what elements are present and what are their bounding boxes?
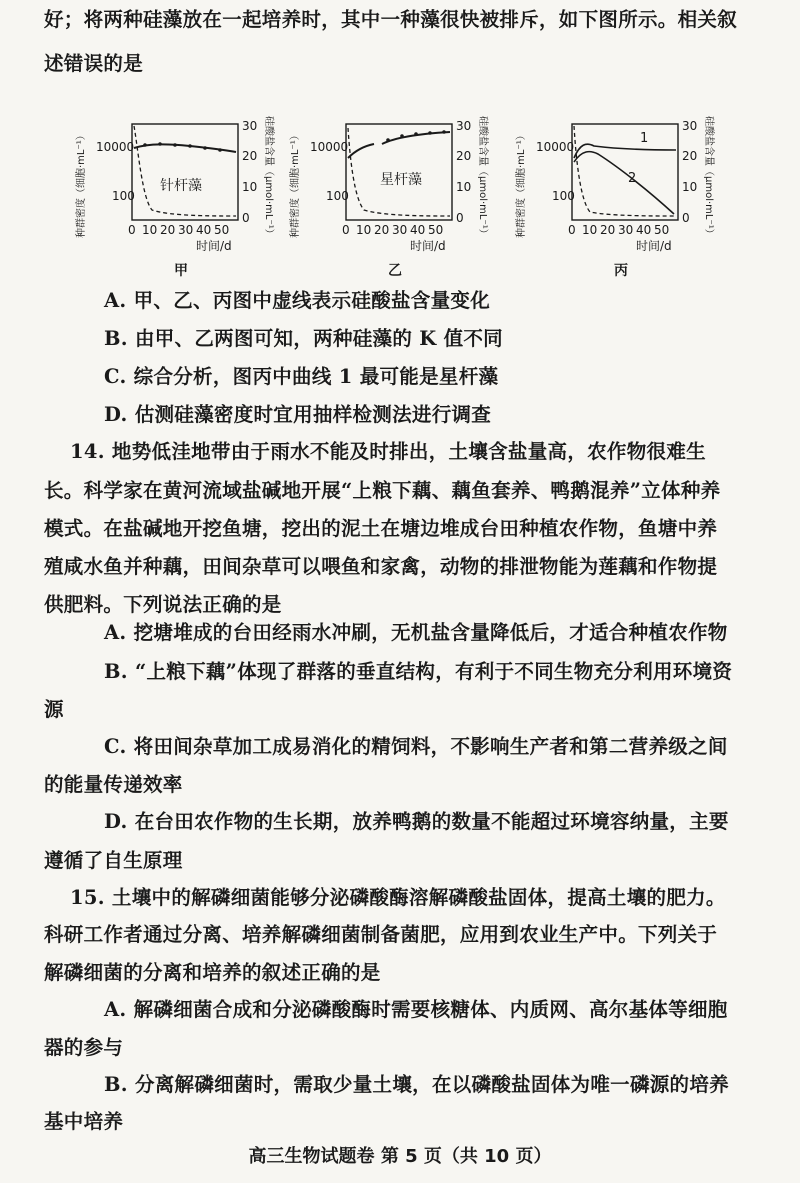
y-right-tick-20: 20 — [456, 149, 472, 163]
x-tick-30: 30 — [618, 223, 634, 237]
y-right-tick-10: 10 — [682, 180, 698, 194]
figure-yi — [284, 88, 534, 284]
q15-option-b-line-1: B. 分离解磷细菌时，需取少量土壤，在以磷酸盐固体为唯一磷源的培养 — [104, 1073, 729, 1096]
x-tick-20: 20 — [160, 223, 176, 237]
y-left-tick-100: 100 — [112, 189, 135, 203]
x-axis-label: 时间/d — [196, 239, 232, 253]
y-left-label: 种群密度（细胞·mL⁻¹） — [76, 130, 87, 238]
y-left-tick-10000: 10000 — [96, 140, 135, 154]
y-right-label: 硅酸盐含量（μmol·mL⁻¹） — [263, 116, 274, 239]
q14-option-c-line-1: C. 将田间杂草加工成易消化的精饲料，不影响生产者和第二营养级之间 — [104, 735, 728, 758]
q14-stem-line-3: 模式。在盐碱地开挖鱼塘，挖出的泥土在塘边堆成台田种植农作物，鱼塘中养 — [44, 517, 718, 540]
y-right-tick-0: 0 — [242, 211, 250, 225]
x-axis-label: 时间/d — [636, 239, 672, 253]
intro-line-1: 好；将两种硅藻放在一起培养时，其中一种藻很快被排斥，如下图所示。相关叙 — [44, 8, 738, 31]
x-tick-30: 30 — [178, 223, 194, 237]
q14-option-b-line-1: B. “上粮下藕”体现了群落的垂直结构，有利于不同生物充分利用环境资 — [104, 660, 733, 683]
q15-stem-line-2: 科研工作者通过分离、培养解磷细菌制备菌肥，应用到农业生产中。下列关于 — [44, 923, 718, 946]
y-right-tick-30: 30 — [682, 119, 698, 133]
q14-option-c-line-2: 的能量传递效率 — [44, 773, 183, 796]
x-axis-label: 时间/d — [410, 239, 446, 253]
q15-option-b-line-2: 基中培养 — [44, 1110, 124, 1133]
x-tick-10: 10 — [582, 223, 598, 237]
plot-frame — [132, 124, 238, 220]
q15-option-a-line-2: 器的参与 — [44, 1036, 124, 1059]
figure-jia — [70, 88, 320, 284]
x-tick-50: 50 — [214, 223, 230, 237]
y-right-tick-30: 30 — [456, 119, 472, 133]
q14-option-d-line-2: 遵循了自生原理 — [44, 849, 183, 872]
q14-option-a: A. 挖塘堆成的台田经雨水冲刷，无机盐含量降低后，才适合种植农作物 — [104, 621, 728, 644]
x-tick-0: 0 — [128, 223, 136, 237]
x-tick-40: 40 — [196, 223, 212, 237]
x-tick-30: 30 — [392, 223, 408, 237]
q15-option-a-line-1: A. 解磷细菌合成和分泌磷酸酶时需要核糖体、内质网、高尔基体等细胞 — [104, 998, 728, 1021]
x-tick-0: 0 — [568, 223, 576, 237]
y-right-label: 硅酸盐含量（μmol·mL⁻¹） — [703, 116, 714, 239]
x-tick-40: 40 — [636, 223, 652, 237]
y-right-tick-20: 20 — [682, 149, 698, 163]
intro-line-2: 述错误的是 — [44, 52, 144, 75]
y-left-label: 种群密度（细胞·mL⁻¹） — [290, 130, 301, 238]
q14-stem-line-4: 殖咸水鱼并种藕，田间杂草可以喂鱼和家禽，动物的排泄物能为莲藕和作物提 — [44, 555, 718, 578]
q13-option-b: B. 由甲、乙两图可知，两种硅藻的 K 值不同 — [104, 327, 503, 350]
x-tick-40: 40 — [410, 223, 426, 237]
figure-caption: 甲 — [174, 263, 188, 279]
y-left-tick-100: 100 — [552, 189, 575, 203]
y-right-tick-10: 10 — [456, 180, 472, 194]
x-tick-10: 10 — [142, 223, 158, 237]
page-footer: 高三生物试题卷 第 5 页（共 10 页） — [248, 1146, 552, 1167]
y-left-label: 种群密度（细胞·mL⁻¹） — [516, 130, 527, 238]
y-right-tick-20: 20 — [242, 149, 258, 163]
figure-caption: 乙 — [388, 263, 402, 279]
y-left-tick-10000: 10000 — [536, 140, 575, 154]
species-label: 针杆藻 — [160, 178, 202, 194]
y-right-tick-10: 10 — [242, 180, 258, 194]
q14-stem-line-2: 长。科学家在黄河流域盐碱地开展“上粮下藕、藕鱼套养、鸭鹅混养”立体种养 — [44, 479, 721, 502]
x-tick-50: 50 — [654, 223, 670, 237]
x-tick-20: 20 — [600, 223, 616, 237]
y-right-tick-30: 30 — [242, 119, 258, 133]
x-tick-0: 0 — [342, 223, 350, 237]
y-left-tick-10000: 10000 — [310, 140, 349, 154]
q14-option-b-line-2: 源 — [44, 698, 64, 721]
x-tick-20: 20 — [374, 223, 390, 237]
q13-option-d: D. 估测硅藻密度时宜用抽样检测法进行调查 — [104, 403, 492, 426]
q13-option-a: A. 甲、乙、丙图中虚线表示硅酸盐含量变化 — [104, 289, 491, 312]
q15-stem-line-3: 解磷细菌的分离和培养的叙述正确的是 — [44, 961, 381, 984]
q15-stem-line-1: 15. 土壤中的解磷细菌能够分泌磷酸酶溶解磷酸盐固体，提高土壤的肥力。 — [70, 886, 726, 909]
q14-stem-line-1: 14. 地势低洼地带由于雨水不能及时排出，土壤含盐量高，农作物很难生 — [70, 440, 706, 463]
y-right-tick-0: 0 — [682, 211, 690, 225]
y-right-tick-0: 0 — [456, 211, 464, 225]
curve-2-label: 2 — [628, 171, 637, 186]
x-tick-10: 10 — [356, 223, 372, 237]
q14-option-d-line-1: D. 在台田农作物的生长期，放养鸭鹅的数量不能超过环境容纳量，主要 — [104, 810, 729, 833]
x-tick-50: 50 — [428, 223, 444, 237]
q13-option-c: C. 综合分析，图丙中曲线 1 最可能是星杆藻 — [104, 365, 499, 388]
q14-stem-line-5: 供肥料。下列说法正确的是 — [44, 593, 282, 616]
y-left-tick-100: 100 — [326, 189, 349, 203]
figure-caption: 丙 — [614, 263, 628, 279]
curve-1-label: 1 — [640, 131, 649, 146]
y-right-label: 硅酸盐含量（μmol·mL⁻¹） — [477, 116, 488, 239]
figure-bing — [510, 88, 760, 284]
species-label: 星杆藻 — [380, 172, 422, 188]
